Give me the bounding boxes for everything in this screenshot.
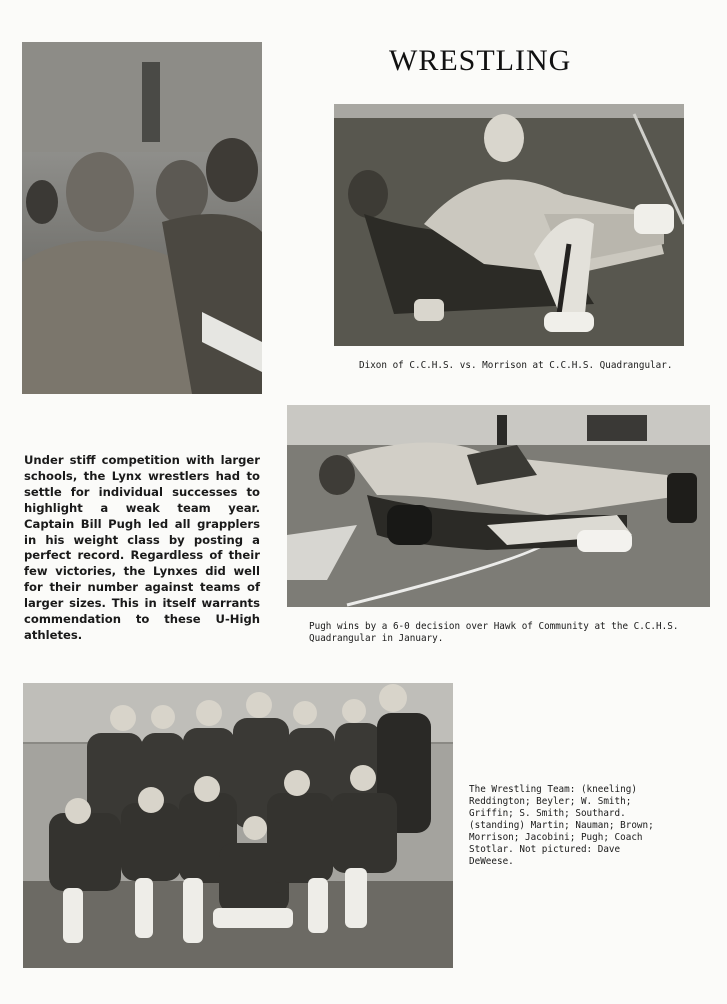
article-body bbox=[24, 453, 260, 644]
spectators-photo bbox=[22, 42, 262, 394]
match-photo-top bbox=[334, 104, 684, 346]
page-title: WRESTLING bbox=[389, 44, 572, 77]
caption-top: Dixon of C.C.H.S. vs. Morrison at C.C.H.S. Quadrangular. bbox=[359, 360, 673, 371]
caption-middle: Pugh wins by a 6-0 decision over Hawk of Community at the C.C.H.S. Quadrangular in January. bbox=[309, 621, 679, 644]
body-paragraph: Under stiff competition with larger schools, the Lynx wrestlers had to settle for individual successes to highlight a weak team year. Captain Bill Pugh led all grapplers in his weight class by posting a perfect record. Regardless of their few victories, the Lynxes did well for their number against teams of larger sizes. This in itself warrants commendation to these U-High athletes. bbox=[24, 453, 260, 642]
team-photo bbox=[23, 683, 453, 968]
match-photo-middle bbox=[287, 405, 710, 607]
caption-team: The Wrestling Team: (kneeling) Reddington; Beyler; W. Smith; Griffin; S. Smith; Southard. (standing) Martin; Nauman; Brown; Morrison; Jacobini; Pugh; Coach Stotlar. Not pictured: Dave DeWeese. bbox=[469, 784, 654, 867]
